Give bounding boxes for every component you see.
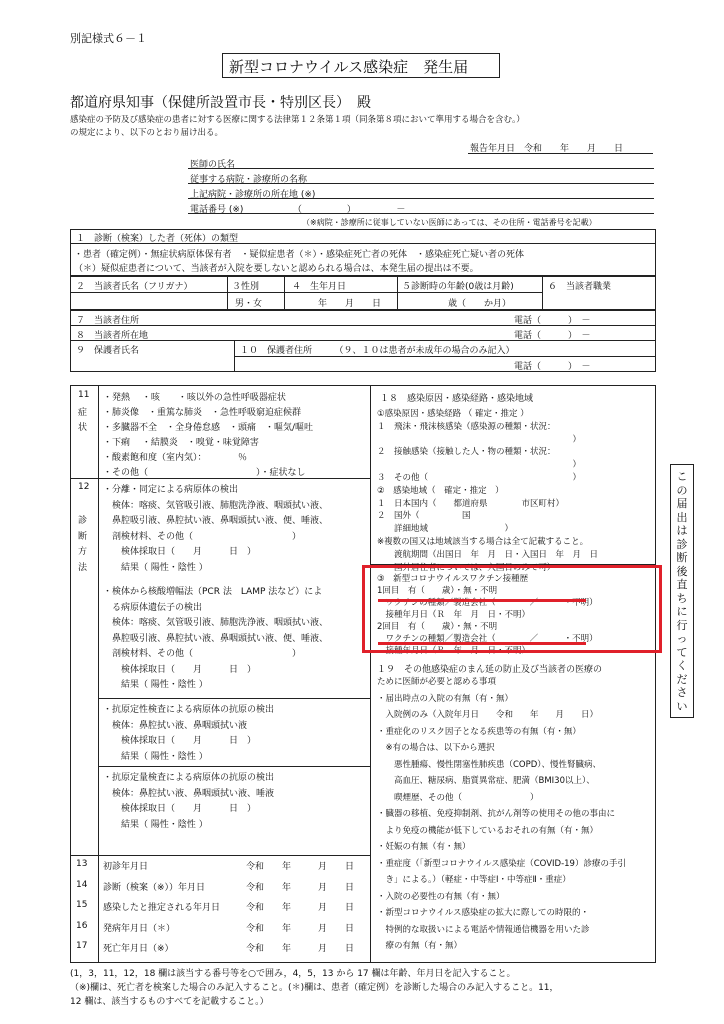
vaccine-highlight-box	[362, 565, 662, 653]
nucleic-acid-line: 剖検材料、その他（ ）	[103, 649, 302, 659]
date-row-field: 令和 年 月 日	[246, 944, 355, 954]
report-date: 報告年月日 令和 年 月 日	[470, 144, 624, 154]
side-note-char: 直	[676, 578, 688, 591]
s19-line: ・重症化のリスク因子となる疾患等の有無（有・無）	[377, 726, 581, 737]
footer-line-2: （※)欄は、死亡者を検案した場合のみ記入すること。(＊)欄は、患者（確定例）を診断した場合のみ記入すること。11，	[70, 983, 559, 993]
date-row-field: 令和 年 月 日	[246, 903, 355, 913]
highlight-line	[378, 599, 586, 602]
highlight-line	[378, 642, 586, 645]
s18-line: 国外居住者については、入国日のみで可）	[377, 562, 556, 573]
nucleic-acid-line: 検体：喀痰、気管吸引液、肺胞洗浄液、咽頭拭い液、	[103, 618, 329, 628]
section-12-label: 法	[78, 562, 88, 573]
antigen-qual-line: 結果（ 陽性・陰性 ）	[103, 751, 208, 762]
side-note-char: 診	[676, 537, 688, 551]
s18-line: ）	[377, 460, 582, 471]
side-note-char: こ	[676, 470, 688, 483]
doctor-address-label: 上記病院・診療所の所在地 (※)	[190, 190, 316, 200]
intro-line-2: の規定により、以下のとおり届け出る。	[70, 128, 224, 138]
guardian-phone[interactable]: 電話（ ） －	[514, 362, 591, 372]
report-date-underline	[468, 153, 653, 154]
doctor-address-line[interactable]	[188, 198, 654, 199]
doctor-name-line[interactable]	[188, 168, 654, 169]
patient-location-label: ８ 当該者所在地	[76, 331, 149, 341]
vaccine-line: ワクチンの種類／製造会社（ ／ ・不明）	[377, 598, 598, 608]
form-number: 別記様式６－１	[70, 32, 147, 45]
s18-line: 詳細地域 ）	[377, 524, 514, 535]
s19-line: ※有の場合は、以下から選択	[377, 743, 495, 753]
page-title: 新型コロナウイルス感染症 発生届	[229, 58, 469, 76]
divider	[70, 855, 370, 856]
nucleic-acid-line: る病原体遺伝子の検出	[103, 602, 203, 613]
s19-line: ・届出時点の入院の有無（有・無）	[377, 693, 514, 704]
side-note-char: 後	[676, 564, 688, 578]
s18-line: １ 日本国内（ 都道府県 市区町村）	[377, 498, 565, 509]
symptom-line: ・下痢 ・結膜炎 ・嗅覚・味覚障害	[103, 438, 259, 448]
divider	[98, 766, 370, 767]
date-row-number: 15	[76, 900, 88, 910]
antigen-qual-line: 検体採取日（ 月 日 ）	[103, 736, 257, 746]
patient-name-label: ２ 当該者氏名（フリガナ）	[76, 282, 193, 292]
s18-line: ２ 接触感染（接触した人・物の種類・状況：	[377, 447, 556, 458]
sex-field[interactable]: 男・女	[235, 299, 263, 309]
divider	[234, 356, 656, 357]
s19-line: き」による。）（軽症・中等症Ⅰ・中等症Ⅱ・重症）	[377, 875, 571, 885]
s19-line: ために医師が必要と認める事項	[377, 677, 497, 687]
date-row-number: 13	[76, 859, 88, 869]
side-note-char: く	[676, 659, 688, 672]
side-note-char: 行	[676, 618, 688, 632]
age-label: ５診断時の年齢(0歳は月齢)	[402, 282, 514, 292]
s19-line: より免疫の機能が低下しているおそれの有無（有・無）	[377, 825, 599, 836]
isolation-line: 検体：喀痰、気管吸引液、肺胞洗浄液、咽頭拭い液、	[103, 500, 329, 511]
section-1-options[interactable]: ・患者（確定例）・無症状病原体保有者 ・疑似症患者（＊）・感染症死亡者の死体 ・感染症死亡疑い者の死体	[74, 250, 525, 260]
antigen-quant-line: ・抗原定量検査による病原体の抗原の検出	[103, 773, 275, 783]
side-note-char: て	[676, 645, 688, 659]
antigen-quant-line: 検体：鼻腔拭い液、鼻咽頭拭い液、唾液	[103, 788, 275, 799]
side-note-char: に	[676, 605, 688, 618]
side-note-char: 出	[676, 510, 688, 524]
dob-field[interactable]: 年 月 日	[318, 299, 382, 309]
vaccine-line: 接種年月日（Ｒ 年 月 日・不明）	[377, 610, 531, 620]
divider	[284, 276, 285, 310]
section-12-label: 診	[78, 516, 88, 526]
divider	[70, 292, 542, 293]
side-note-char: だ	[676, 672, 688, 686]
vaccine-line: 1回目 有（ 歳）・無・不明	[377, 586, 498, 596]
guardian-address-label: １０ 保護者住所 （９、１０は患者が未成年の場合のみ記入）	[240, 346, 515, 356]
guardian-name-label: ９ 保護者氏名	[76, 346, 140, 356]
side-note-char: 届	[676, 497, 688, 510]
doctor-name-label: 医師の氏名	[190, 160, 236, 170]
date-row-label: 初診年月日	[103, 862, 149, 872]
divider	[227, 276, 228, 310]
addressee: 都道府県知事（保健所設置市長・特別区長） 殿	[70, 95, 371, 111]
section-18-header: １８ 感染原因・感染経路・感染地域	[380, 394, 534, 404]
s19-line: 喫煙歴、その他（ ）	[377, 792, 539, 803]
s19-line: ・妊娠の有無（有・無）	[377, 842, 471, 852]
date-row-field: 令和 年 月 日	[246, 882, 355, 893]
vaccine-line: ワクチンの種類／製造会社（ ／ ・不明）	[377, 634, 598, 644]
doctor-note: （※病院・診療所に従事していない医師にあっては、その住所・電話番号を記載）	[302, 218, 597, 227]
date-row-label: 診断（検案（※））年月日	[103, 882, 206, 893]
isolation-line: 鼻腔吸引液、鼻腔拭い液、鼻咽頭拭い液、便、唾液、	[103, 516, 329, 526]
isolation-line: ・分離・同定による病原体の検出	[103, 485, 239, 495]
divider	[370, 385, 371, 963]
antigen-quant-line: 結果（ 陽性・陰性 ）	[103, 819, 208, 830]
occupation-label: ６ 当該者職業	[548, 282, 612, 292]
doctor-hospital-line[interactable]	[188, 183, 654, 184]
antigen-qual-line: 検体：鼻腔拭い液、鼻咽頭拭い液	[103, 720, 248, 731]
s19-line: ・重症度（「新型コロナウイルス感染症（COVID-19）診療の手引	[377, 858, 626, 869]
divider	[397, 276, 398, 310]
doctor-phone-label: 電話番号 (※) （ ） －	[190, 205, 406, 215]
section-11-label: 11	[78, 390, 90, 400]
divider	[98, 698, 370, 699]
section-12-label: 方	[78, 547, 88, 557]
antigen-quant-line: 検体採取日（ 月 日 ）	[103, 804, 257, 814]
isolation-line: 剖検材料、その他（ ）	[103, 531, 302, 542]
vaccine-line: 2回目 有（ 歳）・無・不明	[377, 622, 498, 632]
footer-line-3: 12 欄は、該当するものすべてを記載すること。）	[70, 997, 269, 1007]
side-note-char: は	[676, 524, 688, 537]
symptom-line: ・酸素飽和度（室内気）： ％	[103, 453, 248, 463]
side-note-char: 断	[676, 551, 688, 564]
dob-label: ４ 生年月日	[292, 282, 347, 292]
divider	[234, 340, 235, 372]
symptom-line: ・肺炎像 ・重篤な肺炎 ・急性呼吸窮迫症候群	[103, 408, 302, 418]
date-row-field: 令和 年 月 日	[246, 923, 355, 934]
section-11-label: 状	[78, 423, 88, 433]
date-row-number: 17	[76, 941, 88, 951]
s19-line: 入院例のみ（入院年月日 令和 年 月 日）	[377, 710, 599, 720]
nucleic-acid-line: ・検体から核酸増幅法（PCR 法 LAMP 法など）によ	[103, 587, 323, 597]
nucleic-acid-line: 検体採取日（ 月 日 ）	[103, 664, 257, 675]
isolation-line: 結果（ 陽性・陰性 ）	[103, 562, 208, 573]
intro-line-1: 感染症の予防及び感染症の患者に対する医療に関する法律第１２条第１項（同条第８項において準用する場合を含む。）	[70, 115, 525, 125]
date-row-number: 16	[76, 920, 88, 931]
date-row-label: 死亡年月日（※）	[103, 944, 174, 954]
s18-line: 渡航期間（出国日 年 月 日・入国日 年 月 日	[377, 549, 599, 560]
antigen-qual-line: ・抗原定性検査による病原体の抗原の検出	[103, 705, 275, 715]
divider	[70, 478, 370, 479]
side-note-char: さ	[676, 686, 688, 699]
doctor-phone-line[interactable]	[188, 213, 654, 214]
s18-line: ）	[377, 434, 582, 445]
s19-line: 悪性腫瘍、慢性閉塞性肺疾患（COPD）、慢性腎臓病、	[377, 759, 602, 770]
s19-line: 療の有無（有・無）	[377, 941, 463, 951]
s18-line: ※複数の国又は地域該当する場合は全て記載すること。	[377, 537, 589, 547]
symptom-line: ・その他（ ）・症状なし	[103, 468, 306, 478]
s18-line: ２ 国外（ 国	[377, 511, 471, 522]
patient-address-label: ７ 当該者住所	[76, 316, 140, 326]
s19-line: ・臓器の移植、免疫抑制剤、抗がん剤等の使用その他の事由に	[377, 809, 616, 819]
divider	[98, 385, 99, 963]
section-1-header: １ 診断（検案）した者（死体）の類型	[76, 234, 239, 244]
section-19-header: １９ その他感染症のまん延の防止及び当該者の医療の	[377, 665, 603, 675]
s19-line: 高血圧、糖尿病、脂質異常症、肥満（BMI30以上）、	[377, 776, 595, 786]
s19-line: ・新型コロナウイルス感染症の拡大に際しての時限的・	[377, 908, 589, 918]
symptom-line: ・多臓器不全 ・全身倦怠感 ・頭痛 ・嘔気/嘔吐	[103, 423, 314, 433]
vaccine-line: 接種年月日（Ｒ 年 月 日・不明）	[377, 646, 531, 656]
doctor-hospital-label: 従事する病院・診療所の名称	[190, 175, 308, 185]
date-row-label: 感染したと推定される年月日	[103, 903, 221, 913]
patient-address-phone[interactable]: 電話（ ） －	[514, 316, 591, 326]
s19-line: 特例的な取扱いによる電話や情報通信機器を用いた診	[377, 924, 590, 935]
section-1-note: （＊）疑似症患者について、当該者が入院を要しないと認められる場合は、本発生届の提出は不要。	[74, 264, 479, 274]
nucleic-acid-line: 鼻腔吸引液、鼻腔拭い液、鼻咽頭拭い液、便、唾液、	[103, 633, 329, 644]
nucleic-acid-line: 結果（ 陽性・陰性 ）	[103, 680, 208, 690]
side-note-char: っ	[676, 632, 688, 645]
s18-line: ② 感染地域（ 確定・推定 ）	[377, 485, 504, 496]
section-11-label: 症	[78, 408, 88, 418]
vaccine-line: ③ 新型コロナウイルスワクチン接種歴	[377, 574, 529, 584]
date-row-label: 発病年月日（＊）	[103, 923, 176, 934]
s19-line: ・入院の必要性の有無（有・無）	[377, 891, 505, 902]
isolation-line: 検体採取日（ 月 日 ）	[103, 547, 257, 557]
section-12-label: 12	[78, 482, 90, 492]
s18-line: ①感染原因・感染経路 （ 確定・推定 ）	[377, 409, 529, 419]
age-field[interactable]: 歳（ か月）	[448, 299, 512, 309]
sex-label: ３性別	[232, 282, 260, 292]
patient-location-phone[interactable]: 電話（ ） －	[514, 331, 591, 341]
s18-line: １ 飛沫・飛沫核感染（感染源の種類・状況：	[377, 421, 556, 432]
date-row-field: 令和 年 月 日	[246, 862, 355, 872]
symptom-line: ・発熱 ・咳 ・咳以外の急性呼吸器症状	[103, 393, 286, 403]
side-note-char: ち	[676, 591, 688, 605]
side-note-char: い	[676, 699, 688, 713]
side-note-char: の	[676, 483, 688, 497]
date-row-number: 14	[76, 879, 88, 890]
title-box	[222, 53, 500, 78]
s18-line: ３ その他（ ）	[377, 473, 582, 483]
footer-line-1: (1，3，11，12，18 欄は該当する番号等を○で囲み，4，5，13 から 17 欄は年齢、年月日を記入すること。	[70, 969, 516, 979]
section-12-label: 断	[78, 531, 88, 542]
divider	[542, 276, 543, 310]
